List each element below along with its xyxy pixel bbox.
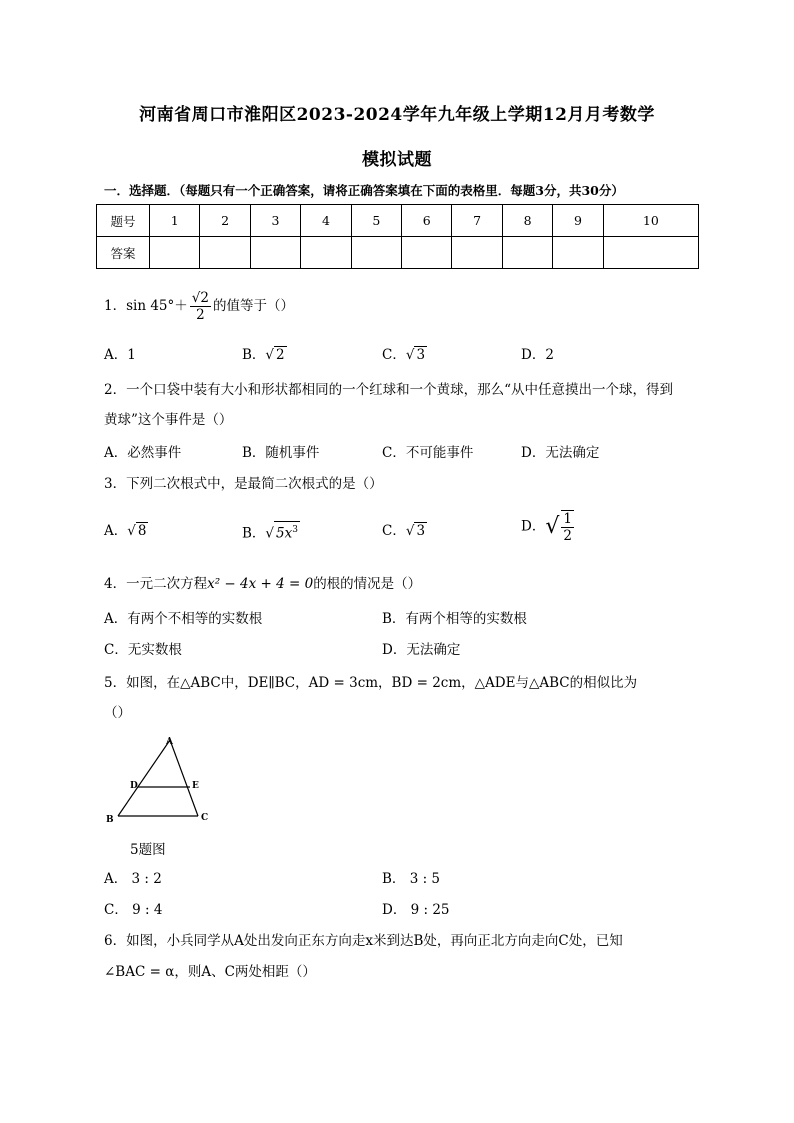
q3-option-b-radicand: [274, 521, 300, 542]
q4-option-c: C．无实数根: [104, 642, 182, 658]
q3-option-b: B．√ $5x^3$: [242, 521, 300, 544]
q5-option-d: D． 9 : 25: [382, 902, 450, 918]
q4-option-a: A．有两个不相等的实数根: [104, 611, 263, 627]
side-ac: [170, 740, 198, 816]
q1-option-b-radicand: 2: [276, 347, 285, 363]
q3-text: 3．下列二次根式中，是最简二次根式的是（）: [104, 476, 383, 492]
q4-text-post: 的根的情况是（）: [313, 576, 422, 592]
q1-frac-numerator: √2: [191, 290, 209, 306]
answer-cell: [553, 237, 603, 269]
answer-cell: [452, 237, 502, 269]
q3-option-c-label: C．: [382, 523, 406, 539]
q2-option-b: B．随机事件: [242, 445, 320, 461]
question-number-cell: 1: [150, 205, 200, 237]
q3-option-a-radicand: 8: [137, 523, 147, 539]
q2-line2: 黄球”这个事件是（）: [104, 412, 233, 428]
q4-text-pre: 4．一元二次方程: [104, 576, 208, 592]
q1-suffix: 的值等于（）: [212, 298, 294, 314]
answer-table-answer-row: [97, 237, 699, 269]
q1-fraction: [190, 290, 211, 323]
section-heading: 一．选择题．（每题只有一个正确答案，请将正确答案填在下面的表格里．每题3分，共30分）: [104, 183, 624, 198]
q4-option-b: B．有两个相等的实数根: [382, 611, 527, 627]
answer-cell: [250, 237, 300, 269]
doc-title-line2: 模拟试题: [362, 150, 432, 170]
q3-option-c: C．√ 3: [382, 523, 426, 539]
q4-option-d: D．无法确定: [382, 642, 461, 658]
q3-option-d-denominator: 2: [563, 528, 572, 544]
answer-cell: [502, 237, 552, 269]
triangle-figure: [104, 734, 224, 829]
q3-option-d-fraction: [561, 510, 574, 544]
q4-equation: x² − 4x + 4 = 0: [207, 576, 314, 592]
question-number-cell: 9: [553, 205, 603, 237]
q3-option-d-label: D．: [521, 518, 546, 535]
figure-caption: 5题图: [130, 842, 166, 858]
q1-prefix: 1．: [104, 298, 127, 314]
question-number-cell: 4: [301, 205, 351, 237]
q3-option-d-numerator: 1: [563, 511, 572, 527]
label-e: E: [192, 781, 199, 791]
question-number-cell: 8: [502, 205, 552, 237]
q1-option-c: C．√ 3: [382, 347, 426, 363]
q2-option-c: C．不可能事件: [382, 445, 474, 461]
q3-option-d: D．√ $\frac{1}{2}$: [521, 511, 572, 544]
question-number-cell: 3: [250, 205, 300, 237]
question-number-cell: 10: [603, 205, 698, 237]
q5-option-c: C． 9 : 4: [104, 902, 163, 918]
q1-option-b-label: B．: [242, 347, 266, 363]
side-ab: [118, 740, 170, 816]
q3-option-b-label: B．: [242, 525, 266, 542]
q5-line1: 5．如图，在△ABC中，DE∥BC，AD = 3cm，BD = 2cm，△ADE与△ABC的相似比为: [104, 675, 638, 691]
answer-cell: [200, 237, 250, 269]
question-4: [104, 574, 421, 594]
label-a: A: [166, 737, 173, 747]
q5-option-b: B． 3 : 5: [382, 871, 441, 887]
q6-line2: ∠BAC = α，则A、C两处相距（）: [104, 964, 316, 980]
answer-cell: [351, 237, 401, 269]
doc-title-line1: 河南省周口市淮阳区2023-2024学年九年级上学期12月月考数学: [139, 105, 655, 125]
row-label-answer: 答案: [97, 237, 150, 269]
answer-table: [96, 204, 699, 269]
q3-option-a-label: A．: [104, 523, 128, 539]
answer-cell: [402, 237, 452, 269]
q3-option-b-base: 5x: [276, 525, 293, 542]
question-number-cell: 7: [452, 205, 502, 237]
q3-option-c-radicand: 3: [416, 523, 426, 539]
question-1: [104, 290, 294, 323]
question-number-cell: 5: [351, 205, 401, 237]
q5-line2: （）: [104, 705, 131, 721]
row-label-number: 题号: [97, 205, 150, 237]
q1-option-c-radicand: 3: [416, 347, 426, 363]
label-d: D: [130, 781, 138, 791]
q1-frac-denominator: 2: [196, 307, 205, 323]
q1-expression: sin 45°＋: [126, 298, 188, 314]
q6-line1: 6．如图，小兵同学从A处出发向正东方向走x米到达B处，再向正北方向走向C处，已知: [104, 933, 623, 949]
question-number-cell: 6: [402, 205, 452, 237]
label-b: B: [106, 815, 114, 825]
q2-line1: 2．一个口袋中装有大小和形状都相同的一个红球和一个黄球，那么“从中任意摸出一个球，得到: [104, 382, 673, 398]
q1-option-d: D．2: [521, 347, 554, 363]
q2-option-d: D．无法确定: [521, 445, 600, 461]
answer-cell: [603, 237, 698, 269]
question-number-cell: 2: [200, 205, 250, 237]
label-c: C: [201, 813, 209, 823]
q3-option-b-exponent: 3: [292, 525, 298, 535]
q2-option-a: A．必然事件: [104, 445, 182, 461]
answer-table-number-row: [97, 205, 699, 237]
q1-option-c-label: C．: [382, 347, 406, 363]
q5-option-a: A． 3 : 2: [104, 871, 162, 887]
q1-option-b: B．√ 2: [242, 347, 285, 363]
answer-cell: [301, 237, 351, 269]
answer-cell: [150, 237, 200, 269]
q1-option-a: A．1: [104, 347, 136, 363]
q3-option-a: A．√ 8: [104, 523, 147, 539]
